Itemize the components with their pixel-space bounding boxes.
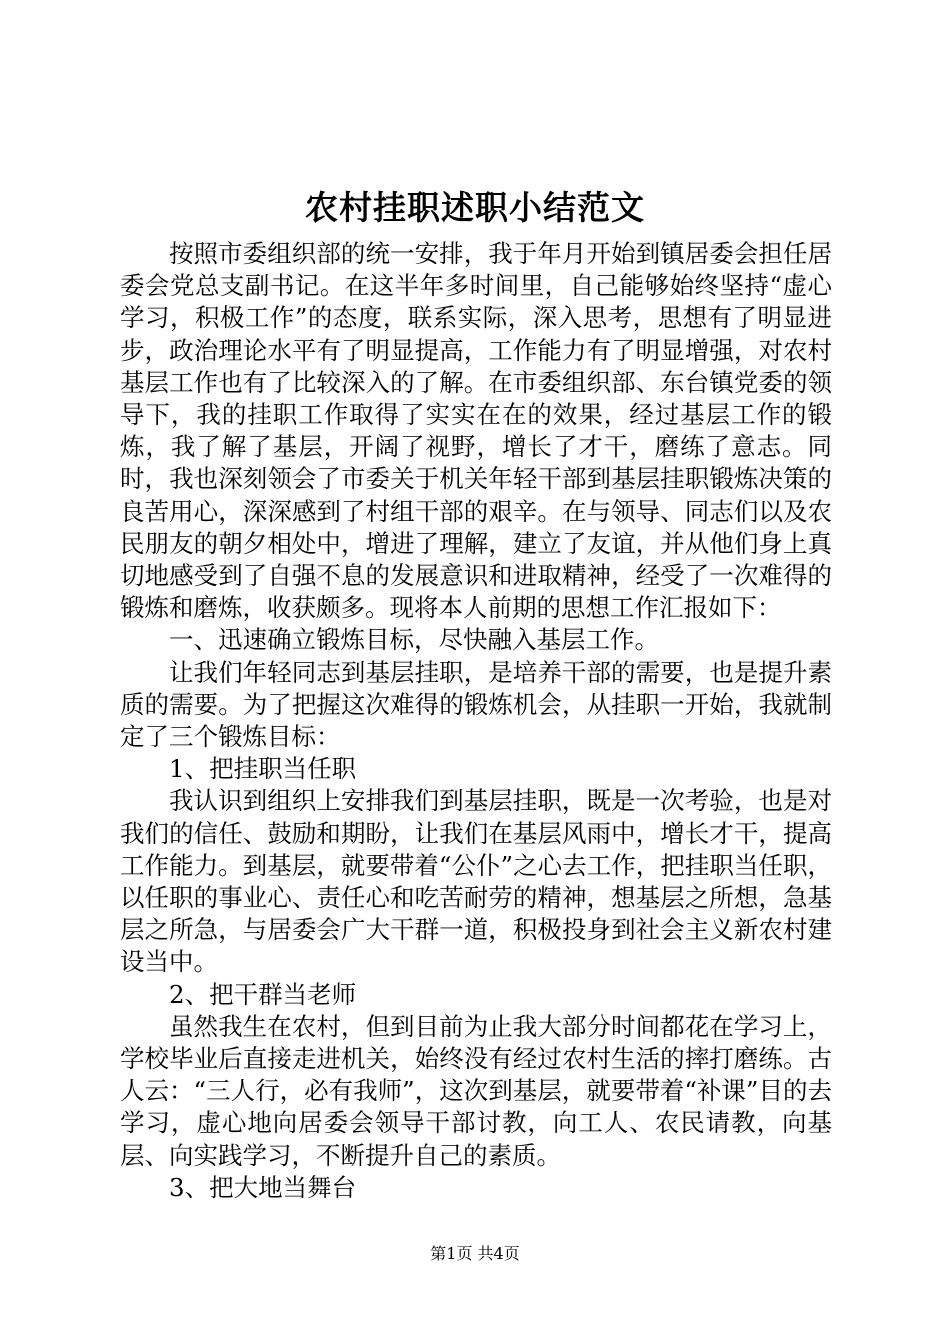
document-body	[120, 238, 832, 1204]
subheading-2: 2、把干群当老师	[169, 979, 357, 1009]
paragraph: 虽然我生在农村，但到目前为止我大部分时间都花在学习上，学校毕业后直接走进机关，始终没有经过农村生活的摔打磨练。古人云：“三人行，必有我师”，这次到基层，就要带着“补课”目的去学习，虚心地向居委会领导干部讨教，向工人、农民请教，向基层、向实践学习，不断提升自己的素质。	[120, 1011, 832, 1170]
section-heading-1: 一、迅速确立锻炼目标，尽快融入基层工作。	[169, 625, 659, 655]
document-title: 农村挂职述职小结范文	[305, 188, 645, 227]
subheading-3: 3、把大地当舞台	[169, 1172, 357, 1202]
paragraph: 让我们年轻同志到基层挂职，是培养干部的需要，也是提升素质的需要。为了把握这次难得的锻炼机会，从挂职一开始，我就制定了三个锻炼目标：	[120, 657, 832, 752]
page-footer: 第1页 共4页	[430, 1244, 520, 1263]
paragraph: 我认识到组织上安排我们到基层挂职，既是一次考验，也是对我们的信任、鼓励和期盼，让我们在基层风雨中，增长才干，提高工作能力。到基层，就要带着“公仆”之心去工作，把挂职当任职，以任职的事业心、责任心和吃苦耐劳的精神，想基层之所想，急基层之所急，与居委会广大干群一道，积极投身到社会主义新农村建设当中。	[120, 786, 832, 977]
subheading-1: 1、把挂职当任职	[169, 754, 357, 784]
paragraph-intro: 按照市委组织部的统一安排，我于年月开始到镇居委会担任居委会党总支副书记。在这半年多时间里，自己能够始终坚持“虚心学习，积极工作”的态度，联系实际，深入思考，思想有了明显进步，政治理论水平有了明显提高，工作能力有了明显增强，对农村基层工作也有了比较深入的了解。在市委组织部、东台镇党委的领导下，我的挂职工作取得了实实在在的效果，经过基层工作的锻炼，我了解了基层，开阔了视野，增长了才干，磨练了意志。同时，我也深刻领会了市委关于机关年轻干部到基层挂职锻炼决策的良苦用心，深深感到了村组干部的艰辛。在与领导、同志们以及农民朋友的朝夕相处中，增进了理解，建立了友谊，并从他们身上真切地感受到了自强不息的发展意识和进取精神，经受了一次难得的锻炼和磨炼，收获颇多。现将本人前期的思想工作汇报如下：	[120, 239, 832, 623]
